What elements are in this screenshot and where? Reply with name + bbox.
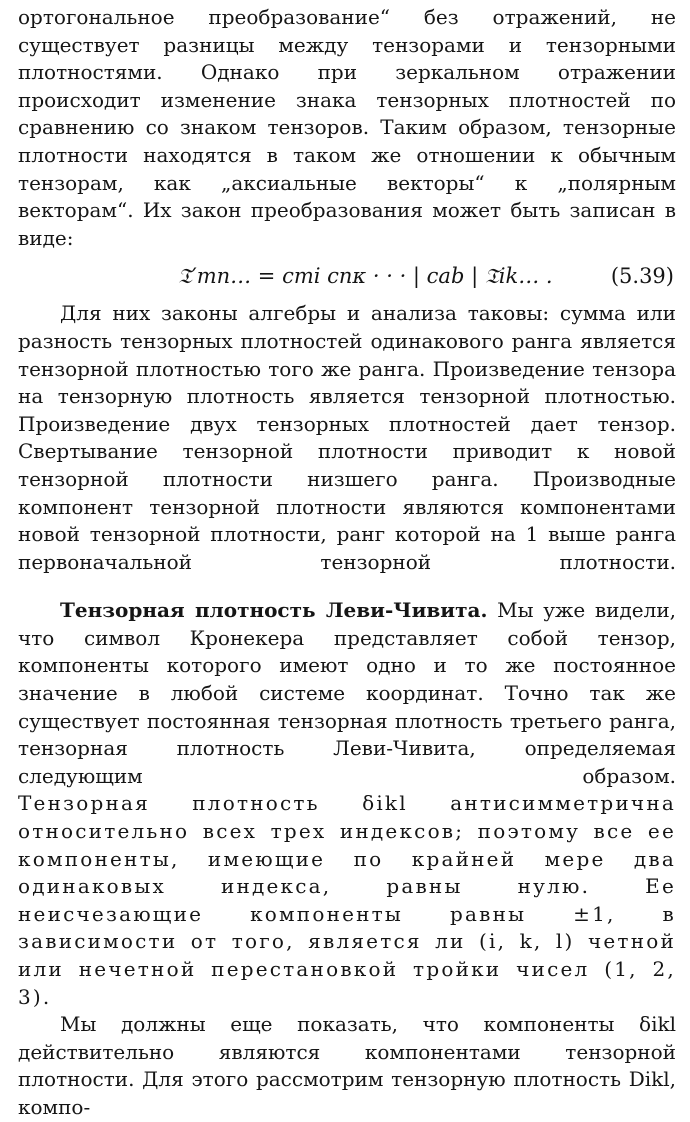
paragraph-algebra-rules: Для них законы алгебры и анализа таковы: сумма или разность тензорных плотностей одинакового ранга является тензорной плотностью того же ранга. Произведение тензора на тензорную плотность является тензорной плотностью. Произведение двух тензорных плотностей дает тензор. Свертывание тензорной плотности приводит к новой тензорной плотности низшего ранга. Производные компонент тензорной плотности являются компонентами новой тензорной плотности, ранг которой на 1 выше ранга первоначальной тензорной плотности. <box>18 301 676 574</box>
equation-expression: 𝔗′mn… = cmi cnκ · · · | cab | 𝔗ik… . <box>178 263 553 288</box>
section-heading: Тензорная плотность Леви-Чивита. <box>60 598 488 623</box>
paragraph-text: Мы уже видели, что символ Кронекера представляет собой тензор, компоненты которого имеют одно и то же постоянное значение в любой системе координат. Точно так же существует постоянная тензорная плотность третьего ранга, тензорная плотность Леви-Чивита, определяемая следующим образом. <box>18 598 677 788</box>
paragraph-text: ортогональное преобразование“ без отражений, не существует разницы между тензорами и тензорными плотностями. Однако при зеркальном отражении происходит изменение знака тензорных плотностей по сравнению со знаком тензоров. Таким образом, тензорные плотности находятся в таком же отношении к обычным тензорам, как „аксиальные векторы“ к „полярным векторам“. Их закон преобразования может быть записан в виде: <box>18 5 676 250</box>
equation-5-39 <box>18 254 676 298</box>
paragraph-levi-civita-definition: Тензорная плотность δikl антисимметрична относительно всех трех индексов; поэтому все ее компоненты, имеющие по крайней мере два одинаковых индекса, равны нулю. Ее неисчезающие компоненты равны ±1, в зависимости от того, является ли (i, k, l) четной или нечетной перестановкой тройки чисел (1, 2, 3). <box>18 791 676 1009</box>
equation-number: (5.39) <box>610 264 674 289</box>
paragraph-levi-civita-intro <box>18 597 676 790</box>
paragraph-proof-start: Мы должны еще показать, что компоненты δikl действительно являются компонентами тензорной плотности. Для этого рассмотрим тензорную плотность Dikl, компо- <box>18 1012 676 1119</box>
paragraph-transformation-law <box>18 4 676 252</box>
